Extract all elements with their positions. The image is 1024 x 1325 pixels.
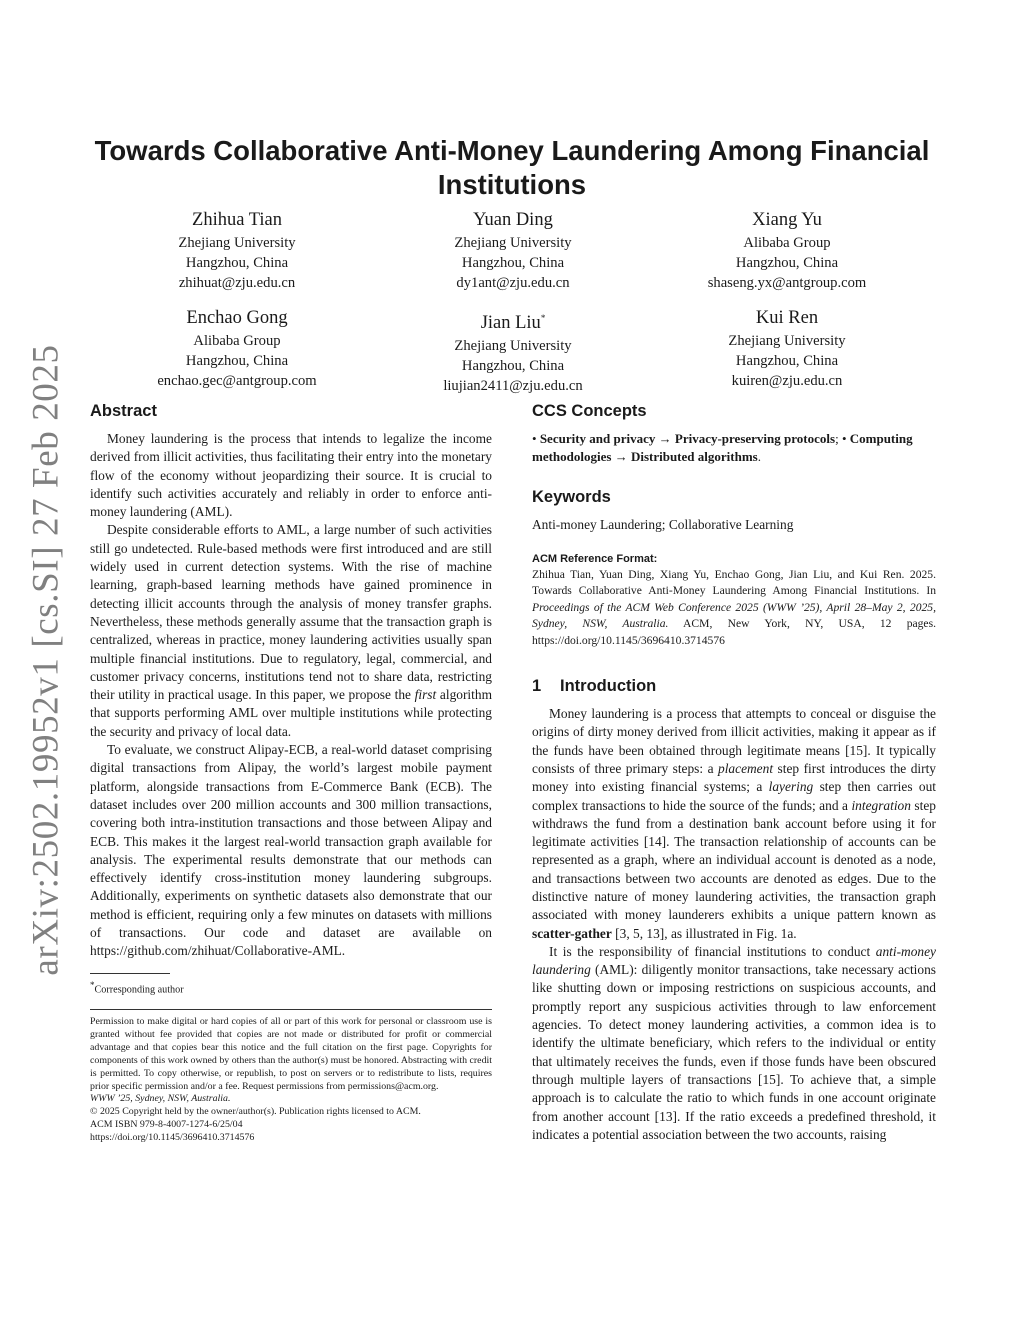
author-email[interactable]: enchao.gec@antgroup.com <box>157 373 317 389</box>
ccs-end: . <box>757 449 761 464</box>
author-block <box>383 208 643 293</box>
footnote <box>90 978 492 997</box>
author-location: Hangzhou, China <box>461 255 565 271</box>
isbn-line: ACM ISBN 979-8-4007-1274-6/25/04 <box>90 1119 243 1131</box>
author-location: Hangzhou, China <box>735 353 839 369</box>
abstract-paragraph <box>90 521 492 741</box>
abstract-text: Despite considerable efforts to AML, a large number of such activities still go undetected. Rule-based methods were first introduced and are still widely used in current detection systems. With the rise of machine learning, graph-based learning methods have gained prominence in detecting illicit accounts through the analysis of money transfer graphs. Nevertheless, these methods generally assume that the transaction graph is centralized, whereas in practice, money laundering activities usually span multiple financial institutions. Due to regulatory, legal, commercial, and customer privacy concerns, institutions tend not to share data, restricting their utility in practical usage. In this paper, we propose the <box>90 522 492 703</box>
author-name-text: Jian Liu <box>480 313 541 334</box>
author-affiliation: Alibaba Group <box>743 235 831 251</box>
section-heading-introduction <box>532 675 936 697</box>
acm-reference <box>532 567 936 649</box>
ccs-term: Security and privacy <box>539 431 656 446</box>
keywords-text: Anti-money Laundering; Collaborative Learning <box>532 517 794 532</box>
ccs-bullet: • <box>841 431 847 446</box>
keywords-heading: Keywords <box>532 488 611 506</box>
intro-paragraph <box>532 943 936 1144</box>
author-name: Kui Ren <box>755 308 819 328</box>
author-affiliation: Zhejiang University <box>728 333 846 349</box>
venue-text: WWW ’25, Sydney, NSW, Australia. <box>90 1093 231 1105</box>
intro-emphasis: layering <box>768 779 814 795</box>
footnote-mark: * <box>90 979 95 990</box>
author-location: Hangzhou, China <box>735 255 839 271</box>
author-name: Enchao Gong <box>186 308 288 328</box>
author-email[interactable]: zhihuat@zju.edu.cn <box>178 275 296 291</box>
footnote-rule <box>90 973 170 974</box>
intro-emphasis: anti-money laundering <box>532 943 936 978</box>
right-column <box>532 400 936 1144</box>
author-email[interactable]: kuiren@zju.edu.cn <box>731 373 843 389</box>
author-block <box>107 208 367 293</box>
intro-text: step first introduces the dirty money into existing financial systems; a <box>532 760 936 795</box>
acm-reference-heading: ACM Reference Format: <box>532 553 658 565</box>
author-affiliation: Alibaba Group <box>193 333 281 349</box>
arxiv-id: arXiv:2502.19952v1 [cs.SI] 27 Feb 2025 <box>25 344 67 976</box>
author-email[interactable]: liujian2411@zju.edu.cn <box>443 378 583 395</box>
intro-text: step withdraws the fund from a destination bank account before using it for legitimate activities [14]. The transaction relationship of accounts can be represented as a graph, where an individual account is denoted as a node, and transactions between two accounts are denoted as edges. Due to the distinctive nature of money laundering activities, the transaction graph associated with money launderers exhibits a unique pattern known as <box>532 797 937 923</box>
ccs-term: Distributed algorithms <box>630 449 758 464</box>
author-location: Hangzhou, China <box>185 353 289 369</box>
author-name: Xiang Yu <box>752 210 822 230</box>
paper-title: Towards Collaborative Anti-Money Laundering Among Financial Institutions <box>94 135 930 200</box>
abstract-paragraph: To evaluate, we construct Alipay-ECB, a real-world dataset comprising digital transactions from Alipay, the world’s largest mobile payment platform, alongside transactions from E-Commerce Bank (ECB). The dataset includes over 200 million accounts and 300 million transactions, covering both intra-institution transactions and those between Alipay and ECB. This makes it the largest real-world transaction graph available for analysis. The experimental results demonstrate that our methods can effectively identify cross-institution money laundering subgroups. Additionally, experiments on synthetic datasets also demonstrate that our method is efficient, requiring only a few minutes on datasets with millions of transactions. Our code and dataset are available on https://github.com/zhihuat/Collaborative-AML. <box>90 742 492 959</box>
venue-line <box>90 1093 492 1106</box>
ccs-term: Computing methodologies <box>532 431 913 464</box>
intro-text: (AML): diligently monitor transactions, take necessary actions like shutting down or imposing restrictions on suspicious accounts, and promptly report any suspicious activities through to law enforcement agencies. To detect money laundering activities, a common idea is to identify the ultimate beneficiary, which refers to the individual or entity that ultimately receives the funds, even if those funds have been obscured through multiple layers of transactions [15]. To achieve that, a simple approach is to calculate the ratio to which funds in one account originate from another account [13]. If the ratio exceeds a predefined threshold, it indicates a potential association between the two accounts, raising <box>532 962 936 1142</box>
intro-text: [3, 5, 13], as illustrated in Fig. 1a. <box>611 925 797 941</box>
intro-bold-term: scatter-gather <box>532 925 612 941</box>
section-number: 1 <box>532 677 542 696</box>
author-email[interactable]: dy1ant@zju.edu.cn <box>456 275 570 291</box>
permission-notice: Permission to make digital or hard copies of all or part of this work for personal or classroom use is granted without fee provided that copies are not made or distributed for profit or commercial advantage and that copies bear this notice and the full citation on the first page. Copyrights for components of this work owned by others than the author(s) must be honored. Abstracting with credit is permitted. To copy otherwise, or republish, to post on servers or to redistribute to lists, requires prior specific permission and/or a fee. Request permissions from permissions@acm.org. <box>90 1016 492 1092</box>
acm-reference-text: ACM, New York, NY, USA, 12 pages. https://doi.org/10.1145/3696410.3714576 <box>532 617 936 647</box>
author-block <box>657 208 917 293</box>
author-name: Yuan Ding <box>473 210 553 230</box>
ccs-concepts <box>532 430 936 466</box>
abstract-text: algorithm that supports performing AML over multiple institutions while protecting the security and privacy of local data. <box>90 687 492 739</box>
author-block <box>383 306 643 396</box>
author-name: Zhihua Tian <box>192 210 282 230</box>
acm-reference-text: Zhihua Tian, Yuan Ding, Xiang Yu, Enchao Gong, Jian Liu, and Kui Ren. 2025. Towards Collaborative Anti-Money Laundering Among Financial Institutions. In <box>532 568 936 598</box>
author-affiliation: Zhejiang University <box>178 235 296 251</box>
ccs-separator: ; <box>835 431 839 446</box>
abstract-emphasis: first <box>414 687 437 703</box>
acm-reference-proceedings: Proceedings of the ACM Web Conference 2025 (WWW ’25), April 28–May 2, 2025, Sydney, NSW, Australia. <box>532 600 936 631</box>
intro-text: step then carries out complex transactions to hide the source of the funds; and a <box>532 779 936 813</box>
section-title: Introduction <box>560 677 657 696</box>
abstract-paragraph: Money laundering is the process that intends to legalize the income derived from illicit activities, thus facilitating their entry into the monetary flow of the economy without jeopardizing their source. It is crucial to identify such activities accurately and reliably in order to enforce anti-money laundering (AML). <box>90 431 492 520</box>
doi-link[interactable]: https://doi.org/10.1145/3696410.3714576 <box>90 1132 255 1144</box>
author-block <box>107 306 367 391</box>
intro-paragraph <box>532 705 936 943</box>
author-name <box>383 306 643 336</box>
author-affiliation: Zhejiang University <box>454 235 572 251</box>
intro-text: It is the responsibility of financial institutions to conduct <box>549 943 876 959</box>
ccs-arrow: → <box>614 449 628 464</box>
corresponding-mark: * <box>540 313 546 323</box>
abstract-heading: Abstract <box>90 402 157 420</box>
ccs-term: Privacy-preserving protocols <box>674 431 836 446</box>
author-location: Hangzhou, China <box>185 255 289 271</box>
ccs-arrow: → <box>658 431 672 446</box>
author-affiliation: Zhejiang University <box>454 338 572 355</box>
author-location: Hangzhou, China <box>461 358 565 375</box>
footnote-text: Corresponding author <box>94 984 184 995</box>
intro-text: Money laundering is a process that attempts to conceal or disguise the origins of dirty money derived from illicit activities, making it appear as if the funds have been obtained through legitimate means [15]. It typically consists of three primary steps: a <box>532 706 936 776</box>
ccs-heading: CCS Concepts <box>532 402 647 420</box>
author-block <box>657 306 917 391</box>
left-column <box>90 400 492 1145</box>
intro-emphasis: placement <box>718 760 774 776</box>
ccs-bullet: • <box>532 431 537 446</box>
author-email[interactable]: shaseng.yx@antgroup.com <box>707 275 867 291</box>
intro-emphasis: integration <box>851 797 911 813</box>
copyright-line: © 2025 Copyright held by the owner/author(s). Publication rights licensed to ACM. <box>90 1106 421 1118</box>
